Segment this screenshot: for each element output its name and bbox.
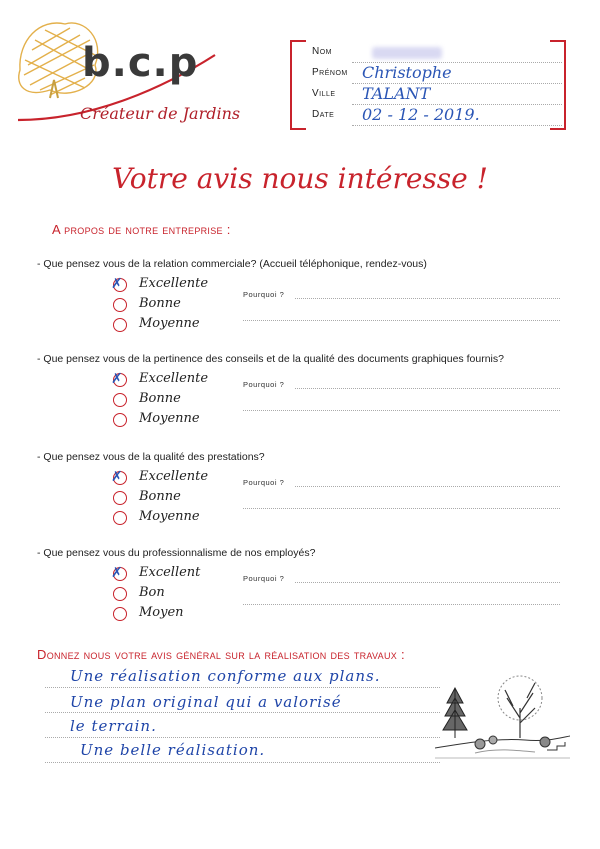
why-label: Pourquoi ? <box>243 478 285 487</box>
ville-label: Ville <box>312 88 336 99</box>
comment-line[interactable] <box>45 712 440 713</box>
check-mark-icon: ✗ <box>111 469 123 485</box>
redacted-name <box>372 47 442 59</box>
page-title: Votre avis nous intéresse ! <box>112 162 488 195</box>
check-mark-icon: ✗ <box>111 565 123 581</box>
why-label: Pourquoi ? <box>243 380 285 389</box>
logo-text: b.c.p <box>82 40 199 86</box>
prenom-label: Prénom <box>312 67 348 78</box>
question-block <box>0 547 600 627</box>
comment-text: Une plan original qui a valorisé <box>70 693 342 711</box>
why-line[interactable] <box>243 604 560 605</box>
option-good[interactable]: Bonne <box>113 489 233 509</box>
option-good[interactable]: Bon <box>113 585 233 605</box>
section-heading-company: A propos de notre entreprise : <box>52 222 231 237</box>
why-line[interactable] <box>295 582 560 583</box>
option-good[interactable]: Bonne <box>113 391 233 411</box>
why-line[interactable] <box>295 388 560 389</box>
identity-box <box>290 40 566 130</box>
option-excellent[interactable]: ✗ Excellente <box>111 469 209 485</box>
prenom-value: Christophe <box>362 63 452 82</box>
option-average[interactable]: Moyenne <box>113 411 233 431</box>
date-value: 02 - 12 - 2019. <box>362 105 480 124</box>
ville-value: TALANT <box>362 84 431 103</box>
date-label: Date <box>312 109 335 120</box>
question-block <box>0 451 600 531</box>
question-text: - Que pensez vous de la relation commerciale? (Accueil téléphonique, rendez-vous) <box>37 258 427 270</box>
option-excellent[interactable]: ✗ Excellente <box>111 371 209 387</box>
why-label: Pourquoi ? <box>243 290 285 299</box>
why-line[interactable] <box>243 320 560 321</box>
question-block <box>0 258 600 338</box>
check-mark-icon: ✗ <box>111 371 123 387</box>
check-mark-icon: ✗ <box>111 276 123 292</box>
option-average[interactable]: Moyen <box>113 605 233 625</box>
option-good[interactable]: Bonne <box>113 296 233 316</box>
garden-illustration <box>435 668 570 768</box>
comment-line[interactable] <box>45 762 440 763</box>
comment-text: Une réalisation conforme aux plans. <box>70 667 381 685</box>
question-block <box>0 353 600 433</box>
section-heading-general: Donnez nous votre avis général sur la réalisation des travaux : <box>37 647 405 662</box>
question-text: - Que pensez vous du professionnalisme de nos employés? <box>37 547 316 559</box>
why-line[interactable] <box>295 298 560 299</box>
nom-label: Nom <box>312 46 332 57</box>
date-row <box>312 107 562 129</box>
option-excellent[interactable]: ✗ Excellente <box>111 276 209 292</box>
prenom-row <box>312 65 562 87</box>
option-excellent[interactable]: ✗ Excellent <box>111 565 201 581</box>
comment-line[interactable] <box>45 687 440 688</box>
why-line[interactable] <box>295 486 560 487</box>
comment-text: Une belle réalisation. <box>80 741 266 759</box>
option-average[interactable]: Moyenne <box>113 509 233 529</box>
why-label: Pourquoi ? <box>243 574 285 583</box>
comment-line[interactable] <box>45 737 440 738</box>
question-text: - Que pensez vous de la qualité des prestations? <box>37 451 265 463</box>
garden-sketch-icon <box>435 668 570 768</box>
logo-tagline: Créateur de Jardins <box>80 104 241 123</box>
question-text: - Que pensez vous de la pertinence des conseils et de la qualité des documents graphiques fournis? <box>37 353 504 365</box>
comment-text: le terrain. <box>70 717 157 735</box>
why-line[interactable] <box>243 508 560 509</box>
option-average[interactable]: Moyenne <box>113 316 233 336</box>
why-line[interactable] <box>243 410 560 411</box>
